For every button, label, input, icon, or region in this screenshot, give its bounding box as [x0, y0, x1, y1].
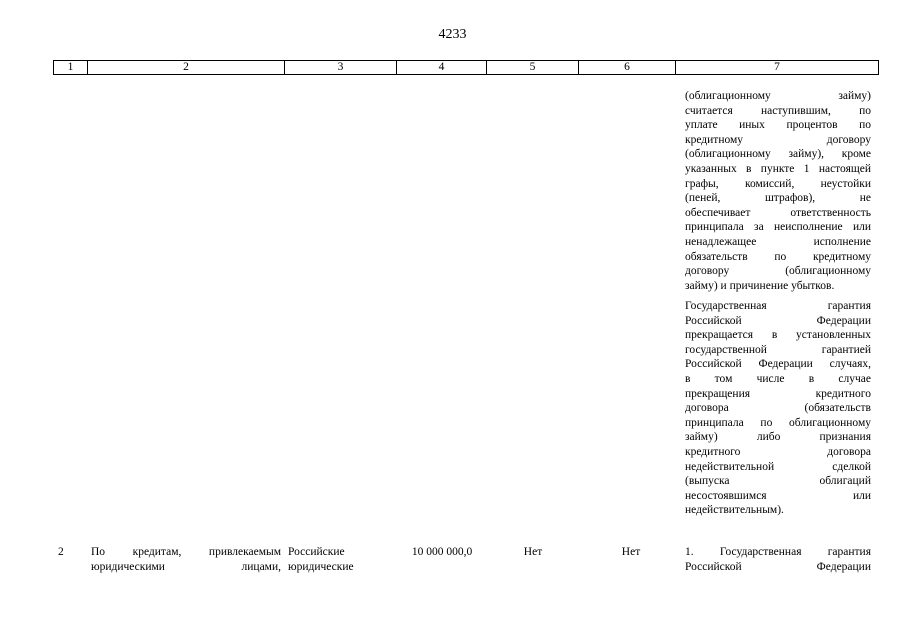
column-number-header: [53, 60, 879, 75]
text-line: кредитного договора: [685, 445, 871, 458]
text-line: юридические: [288, 560, 354, 573]
text-line: кредитному договору: [685, 133, 871, 146]
text-line: 1. Государственная гарантия: [685, 546, 871, 558]
column-number-4: 4: [397, 61, 487, 75]
text-line: юридическими лицами,: [91, 560, 281, 573]
row-2-number: 2: [58, 546, 64, 558]
continuation-paragraph-1: [685, 89, 871, 293]
continuation-paragraph-2: [685, 299, 871, 518]
text-line: Российской Федерации: [685, 314, 871, 327]
text-line: Российской Федерации: [685, 560, 871, 573]
text-line: По кредитам, привлекаемым: [91, 546, 281, 558]
text-line: Российские: [288, 546, 345, 558]
column-number-5: 5: [487, 61, 579, 75]
column-number-2: 2: [88, 61, 285, 75]
column-number-3: 3: [285, 61, 397, 75]
row-2-amount: 10 000 000,0: [411, 546, 473, 558]
text-line: недействительным).: [685, 504, 784, 517]
text-line: займу) либо признания: [685, 431, 871, 444]
text-line: несостоявшимся или: [685, 489, 871, 502]
row-2-col5: Нет: [523, 546, 543, 558]
text-line: договору (облигационному: [685, 265, 871, 278]
text-line: недействительной сделкой: [685, 460, 871, 473]
text-line: графы, комиссий, неустойки: [685, 177, 871, 190]
text-line: (облигационному займу), кроме: [685, 148, 871, 161]
text-line: принципала за неисполнение или: [685, 221, 871, 234]
text-line: обеспечивает ответственность: [685, 206, 871, 219]
text-line: (облигационному займу): [685, 90, 871, 102]
text-line: обязательств по кредитному: [685, 250, 871, 263]
text-line: Государственная гарантия: [685, 300, 871, 312]
text-line: договора (обязательств: [685, 402, 871, 415]
row-2-category: [288, 545, 393, 574]
row-2-col6: Нет: [621, 546, 641, 558]
text-line: ненадлежащее исполнение: [685, 235, 871, 248]
text-line: считается наступившим, по: [685, 104, 871, 117]
column-number-6: 6: [579, 61, 676, 75]
text-line: указанных в пункте 1 настоящей: [685, 162, 871, 175]
text-line: государственной гарантией: [685, 343, 871, 356]
column-number-7: 7: [676, 61, 879, 75]
text-line: (пеней, штрафов), не: [685, 192, 871, 205]
text-line: уплате иных процентов по: [685, 119, 871, 132]
text-line: принципала по облигационному: [685, 416, 871, 429]
row-2-conditions: [685, 545, 871, 574]
column-number-1: 1: [54, 61, 88, 75]
text-line: в том числе в случае: [685, 372, 871, 385]
page-number: 4233: [438, 27, 467, 42]
text-line: займу) и причинение убытков.: [685, 279, 835, 292]
text-line: Российской Федерации случаях,: [685, 358, 871, 371]
row-2-purpose: [91, 545, 281, 574]
text-line: прекращается в установленных: [685, 329, 871, 342]
text-line: прекращения кредитного: [685, 387, 871, 400]
text-line: (выпуска облигаций: [685, 475, 871, 488]
